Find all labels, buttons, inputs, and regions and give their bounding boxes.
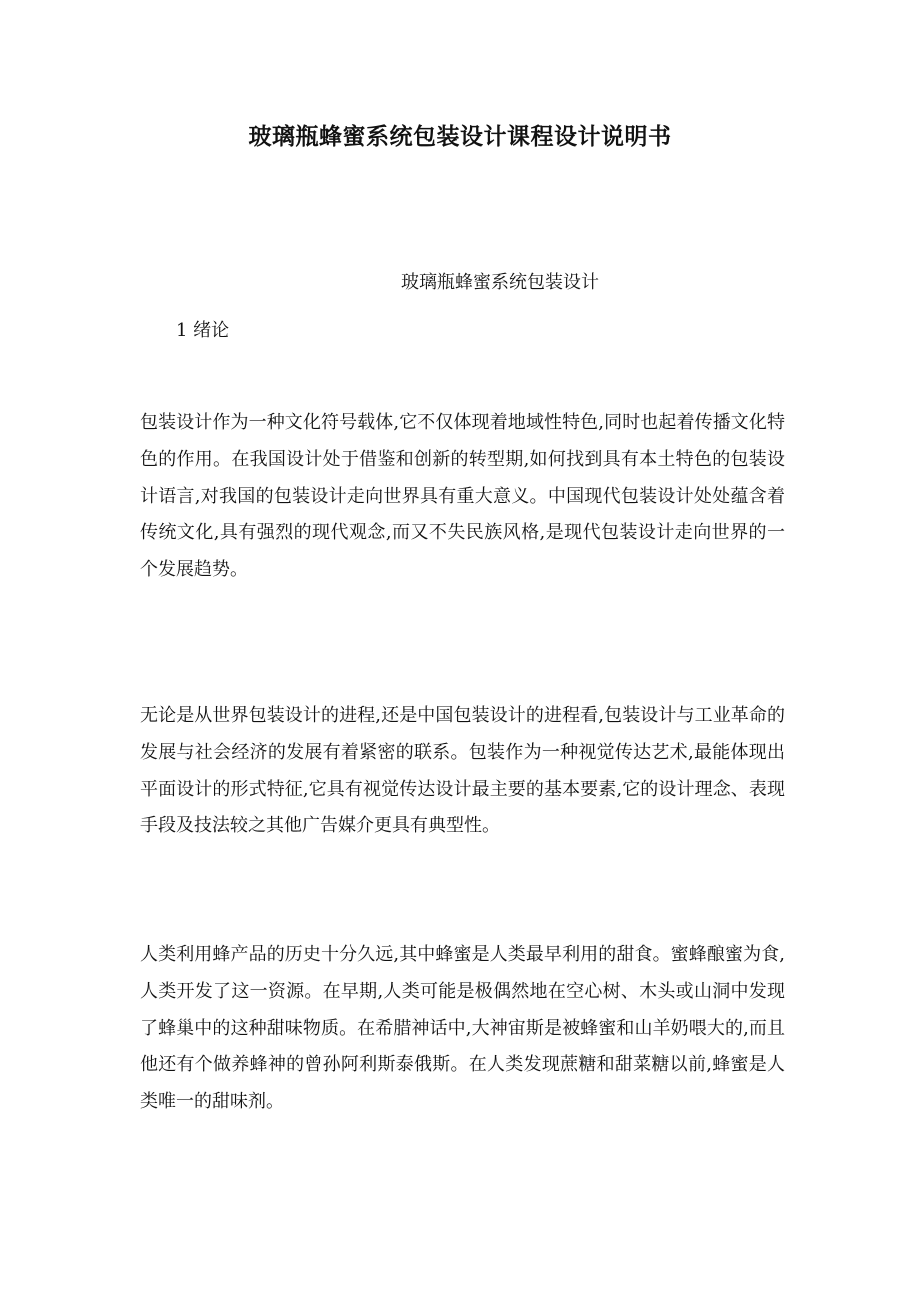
paragraph-3: 人类利用蜂产品的历史十分久远,其中蜂蜜是人类最早利用的甜食。蜜蜂酿蜜为食,人类开发了这一资源。在早期,人类可能是极偶然地在空心树、木头或山洞中发现了蜂巢中的这种甜味物质。在希腊神话中,大神宙斯是被蜂蜜和山羊奶喂大的,而且他还有个做养蜂神的曾孙阿利斯泰俄斯。在人类发现蔗糖和甜菜糖以前,蜂蜜是人类唯一的甜味剂。 — [140, 944, 785, 1113]
document-subtitle: 玻璃瓶蜂蜜系统包装设计 — [401, 272, 599, 293]
document-title: 玻璃瓶蜂蜜系统包装设计课程设计说明书 — [248, 124, 672, 150]
paragraph-1: 包装设计作为一种文化符号载体,它不仅体现着地域性特色,同时也起着传播文化特色的作用。在我国设计处于借鉴和创新的转型期,如何找到具有本土特色的包装设计语言,对我国的包装设计走向世界具有重大意义。中国现代包装设计处处蕴含着传统文化,具有强烈的现代观念,而又不失民族风格,是现代包装设计走向世界的一个发展趋势。 — [140, 412, 785, 581]
paragraph-2: 无论是从世界包装设计的进程,还是中国包装设计的进程看,包装设计与工业革命的发展与社会经济的发展有着紧密的联系。包装作为一种视觉传达艺术,最能体现出平面设计的形式特征,它具有视觉传达设计最主要的基本要素,它的设计理念、表现手段及技法较之其他广告媒介更具有典型性。 — [140, 705, 785, 837]
section-heading: 1 绪论 — [176, 320, 230, 341]
